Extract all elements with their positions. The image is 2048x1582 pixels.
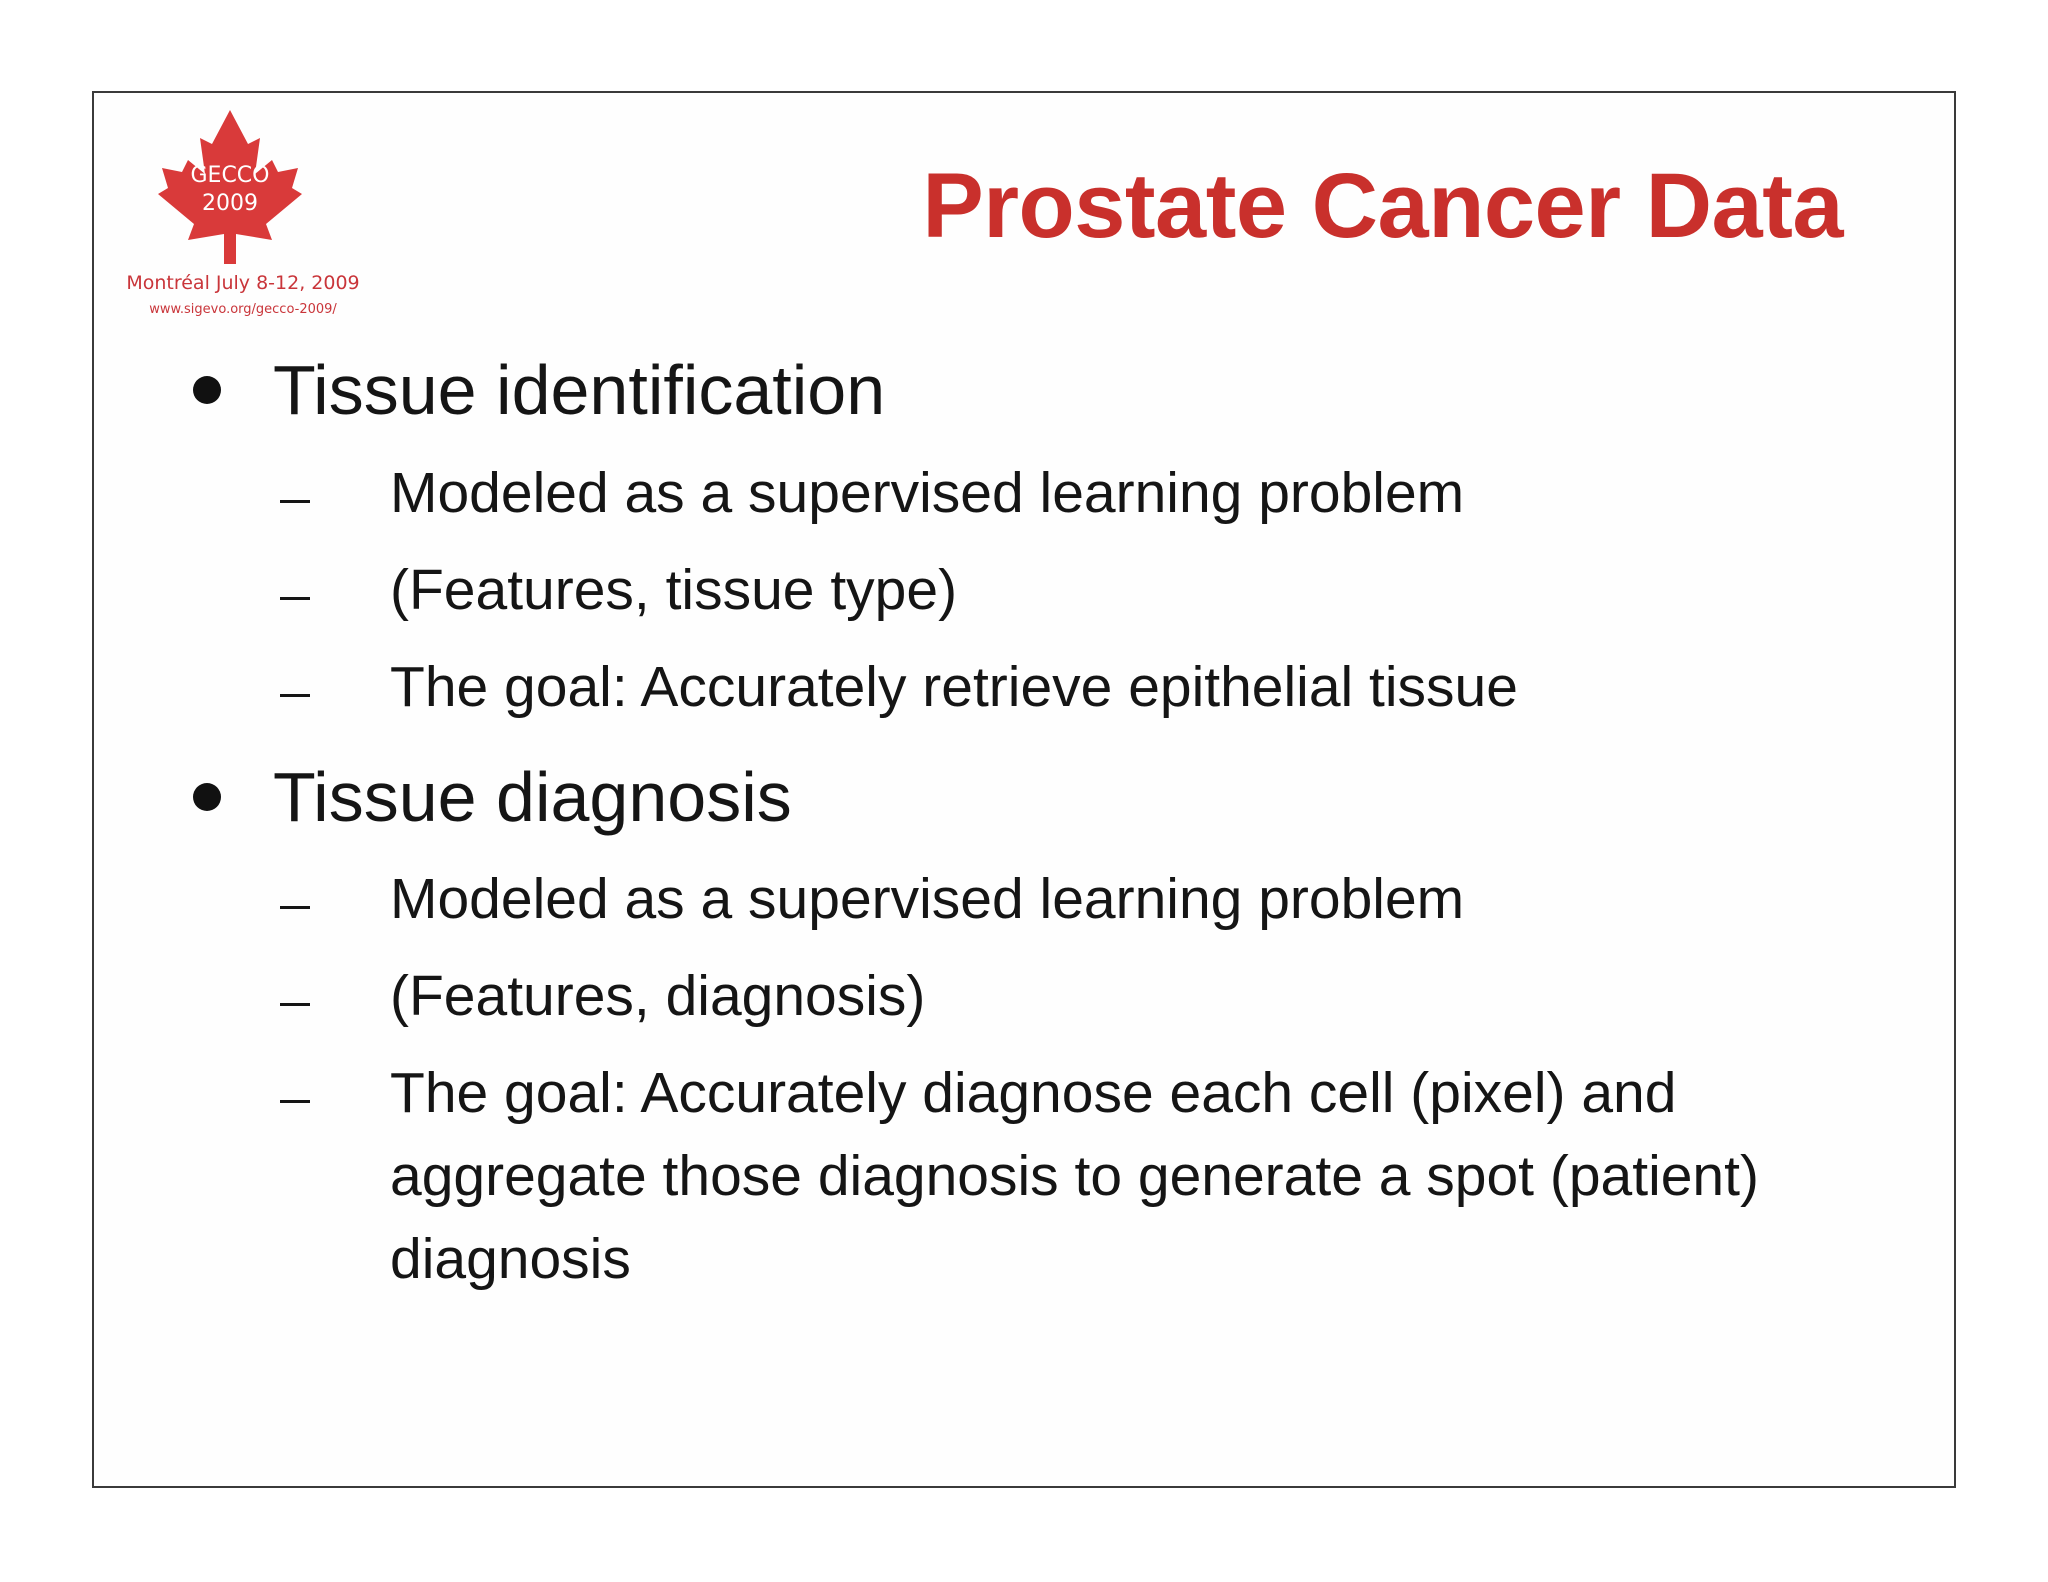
slide-title: Prostate Cancer Data xyxy=(922,155,1843,257)
sub-dash xyxy=(280,906,310,909)
logo-badge-line2: 2009 xyxy=(202,191,258,216)
sub-dash xyxy=(280,597,310,600)
subitem: The goal: Accurately diagnose each cell (pixel) and aggregate those diagnosis to generate a spot (patient) diagnosis xyxy=(390,1061,1759,1291)
bullet-tissue-identification: Tissue identification xyxy=(273,351,886,429)
bullet-dot xyxy=(193,376,221,404)
subitem: Modeled as a supervised learning problem xyxy=(390,461,1465,525)
subitem: (Features, diagnosis) xyxy=(390,964,926,1028)
sub-dash xyxy=(280,1003,310,1006)
logo-url: www.sigevo.org/gecco-2009/ xyxy=(149,302,337,317)
subitem: (Features, tissue type) xyxy=(390,558,958,622)
logo-badge-line1: GECCO xyxy=(190,163,270,188)
subitem: The goal: Accurately retrieve epithelial tissue xyxy=(390,655,1518,719)
sub-dash xyxy=(280,500,310,503)
sub-dash xyxy=(280,694,310,697)
logo-location-date: Montréal July 8-12, 2009 xyxy=(126,272,360,294)
sub-dash xyxy=(280,1100,310,1103)
bullet-dot xyxy=(193,783,221,811)
bullet-tissue-diagnosis: Tissue diagnosis xyxy=(273,758,792,836)
subitem: Modeled as a supervised learning problem xyxy=(390,867,1465,931)
